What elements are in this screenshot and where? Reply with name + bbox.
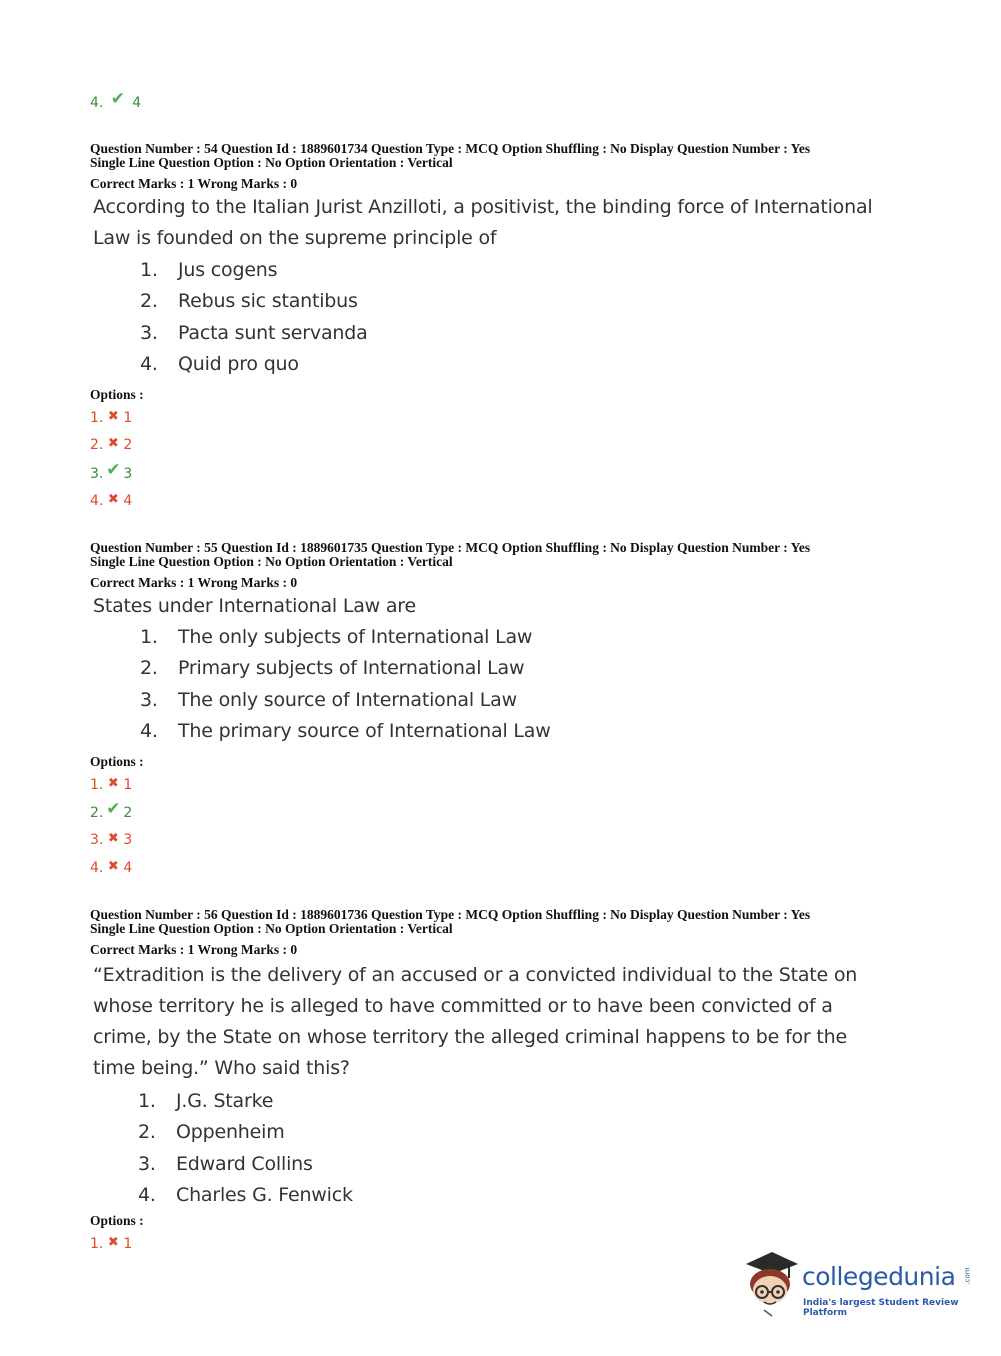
option-row: 1. ✖ 1	[90, 1232, 132, 1256]
option-row: 1. ✖ 1	[90, 773, 132, 797]
options-label: Options :	[90, 1213, 144, 1228]
cross-icon: ✖	[107, 436, 119, 451]
option-row: 2. ✖ 2	[90, 433, 132, 457]
question-marks: Correct Marks : 1 Wrong Marks : 0	[90, 575, 298, 590]
cross-icon: ✖	[107, 831, 119, 846]
question-text: States under International Law are	[93, 595, 416, 617]
choice-item: 2. Oppenheim	[138, 1121, 285, 1144]
choice-item: 4. Quid pro quo	[140, 352, 299, 375]
collegedunia-logo	[742, 1248, 972, 1320]
question-text: “Extradition is the delivery of an accused or a convicted individual to the State on whose territory he is alleged to have committed or to have been convicted of a crime, by the State on whose territory the alleged criminal happens to be for the time being.” Who said this?	[93, 964, 858, 1079]
option-row: 2. ✔ 2	[90, 799, 133, 821]
question-meta: Question Number : 55 Question Id : 1889601735 Question Type : MCQ Option Shuffling : No Display Question Number : Yes Single Line Question Option : No Option Orientation : Vertical	[90, 540, 811, 569]
option-row: 1. ✖ 1	[90, 406, 132, 430]
question-text: According to the Italian Jurist Anzilloti, a positivist, the binding force of International Law is founded on the supreme principle of	[93, 196, 873, 249]
choice-item: 3. The only source of International Law	[140, 688, 517, 711]
logo-tagline: India's largest Student Review Platform	[803, 1298, 959, 1318]
options-label: Options :	[90, 754, 144, 769]
carryover-option: 4. ✔ 4	[90, 89, 142, 111]
check-icon: ✔	[110, 89, 125, 109]
cross-icon: ✖	[107, 859, 119, 874]
cross-icon: ✖	[107, 409, 119, 424]
choice-item: 1. The only subjects of International Law	[140, 626, 533, 648]
question-meta: Question Number : 54 Question Id : 1889601734 Question Type : MCQ Option Shuffling : No Display Question Number : Yes Single Line Question Option : No Option Orientation : Vertical	[90, 141, 811, 170]
choice-item: 1. J.G. Starke	[138, 1090, 274, 1112]
cross-icon: ✖	[107, 1235, 119, 1250]
choice-item: 2. Rebus sic stantibus	[140, 290, 358, 313]
option-row: 4. ✖ 4	[90, 856, 132, 880]
choice-item: 3. Pacta sunt servanda	[140, 321, 368, 344]
logo-brand: collegedunia	[802, 1262, 956, 1291]
mascot-icon	[742, 1250, 800, 1318]
choice-item: 1. Jus cogens	[140, 259, 278, 281]
option-row: 4. ✖ 4	[90, 489, 132, 513]
question-meta: Question Number : 56 Question Id : 1889601736 Question Type : MCQ Option Shuffling : No Display Question Number : Yes Single Line Question Option : No Option Orientation : Vertical	[90, 907, 811, 936]
check-icon: ✔	[106, 799, 121, 819]
options-label: Options :	[90, 387, 144, 402]
logo-com: .com	[963, 1267, 972, 1285]
choice-list	[138, 1086, 353, 1211]
choice-list	[140, 255, 368, 380]
option-row: 3. ✖ 3	[90, 828, 132, 852]
choice-item: 2. Primary subjects of International Law	[140, 657, 525, 680]
check-icon: ✔	[106, 460, 121, 480]
question-marks: Correct Marks : 1 Wrong Marks : 0	[90, 942, 298, 957]
choice-item: 4. The primary source of International Law	[140, 719, 551, 742]
option-row: 3. ✔ 3	[90, 460, 133, 482]
cross-icon: ✖	[107, 776, 119, 791]
choice-item: 4. Charles G. Fenwick	[138, 1183, 353, 1206]
choice-list	[140, 622, 551, 747]
question-marks: Correct Marks : 1 Wrong Marks : 0	[90, 176, 298, 191]
cross-icon: ✖	[107, 492, 119, 507]
choice-item: 3. Edward Collins	[138, 1152, 313, 1175]
